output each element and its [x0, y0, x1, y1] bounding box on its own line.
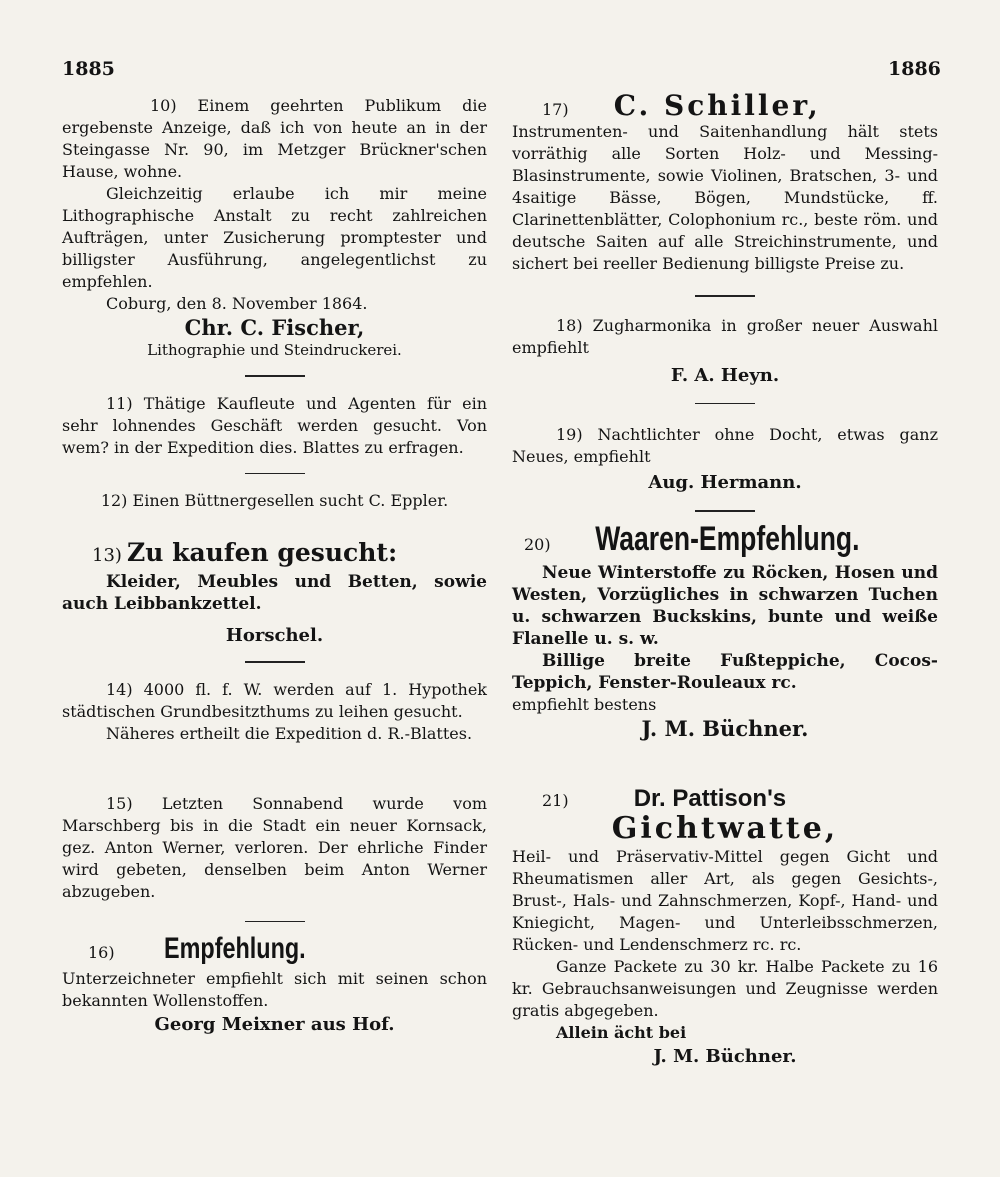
page-number-right: 1886 [888, 58, 941, 80]
ad-19-signature: Aug. Hermann. [648, 472, 802, 493]
ad-18-signature: F. A. Heyn. [670, 364, 780, 386]
ad-14 [62, 679, 487, 745]
divider [245, 921, 305, 923]
ad-10 [62, 95, 487, 361]
divider [695, 510, 755, 512]
ad-11-text: 11) Thätige Kaufleute und Agenten für ein sehr lohnendes Geschäft werden gesucht. Von wem? in der Expedition dies. Blattes zu erfragen. [62, 393, 487, 457]
ad-21-text: Heil- und Präservativ-Mittel gegen Gicht und Rheumatismen aller Art, als gegen Gesichts-, Brust-, Hals- und Zahnschmerzen, Kopf-, Hand- und Kniegicht, Magen- und Unterleibsschmerzen, Rücken- und Lendenschmerz rc. rc. [512, 846, 938, 954]
ad-18 [512, 315, 938, 387]
divider [245, 661, 305, 663]
ad-21-tail: Allein ächt bei [556, 1022, 687, 1042]
ad-13-text: Kleider, Meubles und Betten, sowie auch Leibbankzettel. [62, 572, 487, 614]
ad-16 [62, 932, 487, 1036]
ad-19-text: 19) Nachtlichter ohne Docht, etwas ganz Neues, empfiehlt [512, 425, 938, 466]
ad-10-text-2: Gleichzeitig erlaube ich mir meine Lithographische Anstalt zu recht zahlreichen Aufträgen, unter Zusicherung promptester und billigster Ausführung, angelegentlichst zu empfehlen. [62, 184, 487, 291]
ad-20-title: 20) Waaren-Empfehlung. [524, 519, 860, 558]
ad-10-text: 10) Einem geehrten Publikum die ergebenste Anzeige, daß ich von heute an in der Steingasse Nr. 90, im Metzger Brückner'schen Hause, wohne. [62, 96, 487, 181]
ad-14-note: Näheres ertheilt die Expedition d. R.-Blattes. [106, 723, 473, 743]
left-column [62, 95, 487, 1036]
divider [695, 403, 755, 405]
ad-13-title: 13) Zu kaufen gesucht: [92, 538, 398, 567]
divider [245, 375, 305, 377]
ad-12 [62, 490, 487, 512]
ad-14-text: 14) 4000 fl. f. W. werden auf 1. Hypothek städtischen Grundbesitzthums zu leihen gesucht. [62, 679, 487, 721]
ad-17 [512, 89, 938, 275]
ad-15 [62, 793, 487, 903]
ad-15-text: 15) Letzten Sonnabend wurde vom Marschberg bis in die Stadt ein neuer Kornsack, gez. Anton Werner, verloren. Der ehrliche Finder wird gebeten, denselben beim Anton Werner abzugeben. [62, 793, 487, 901]
ad-17-title: 17) C. Schiller, [542, 89, 821, 122]
ad-16-signature: Georg Meixner aus Hof. [154, 1014, 395, 1035]
ad-20-text-2: Billige breite Fußteppiche, Cocos-Teppich, Fenster-Rouleaux rc. [512, 650, 938, 693]
ad-12-text: 12) Einen Büttnergesellen sucht C. Eppler. [100, 491, 449, 510]
ad-10-subtitle: Lithographie und Steindruckerei. [147, 341, 402, 359]
ad-13-signature: Horschel. [225, 625, 324, 646]
ad-21-title: 21) Dr. Pattison's [542, 784, 787, 812]
ad-20-signature: J. M. Büchner. [641, 715, 809, 741]
ad-21-signature: J. M. Büchner. [653, 1045, 797, 1067]
ad-17-text: Instrumenten- und Saitenhandlung hält stets vorräthig alle Sorten Holz- und Messing-Blasinstrumente, sowie Violinen, Bratschen, 3- und 4saitige Bässe, Bögen, Mundstücke, ff. Clarinettenblätter, Colophonium rc., beste röm. und deutsche Saiten auf alle Streichinstrumente, und sichert bei reeller Bedienung billigste Preise zu. [512, 122, 938, 273]
divider [245, 473, 305, 475]
ad-20-tail: empfiehlt bestens [512, 694, 657, 714]
ad-20-text: Neue Winterstoffe zu Röcken, Hosen und Westen, Vorzügliches in schwarzen Tuchen u. schwarzen Buckskins, bunte und weiße Flanelle u. s. w. [512, 562, 938, 649]
divider [695, 295, 755, 297]
ad-11 [62, 393, 487, 459]
ad-21-title-2: Gichtwatte, [611, 810, 839, 846]
ad-10-signature: Chr. C. Fischer, [184, 315, 365, 340]
right-column [512, 89, 938, 1068]
ad-21 [512, 784, 938, 1068]
ad-20 [512, 519, 938, 741]
ad-18-text: 18) Zugharmonika in großer neuer Auswahl empfiehlt [512, 315, 938, 357]
page-number-left: 1885 [62, 58, 115, 80]
ad-13 [62, 538, 487, 647]
ad-16-text: Unterzeichneter empfiehlt sich mit seinen schon bekannten Wollenstoffen. [62, 969, 487, 1010]
ad-10-date: Coburg, den 8. November 1864. [106, 294, 368, 313]
ad-21-text-2: Ganze Packete zu 30 kr. Halbe Packete zu 16 kr. Gebrauchsanweisungen und Zeugnisse werden gratis abgegeben. [512, 956, 938, 1020]
ad-19 [512, 424, 938, 494]
ad-16-title: 16) Empfehlung. [88, 932, 306, 965]
